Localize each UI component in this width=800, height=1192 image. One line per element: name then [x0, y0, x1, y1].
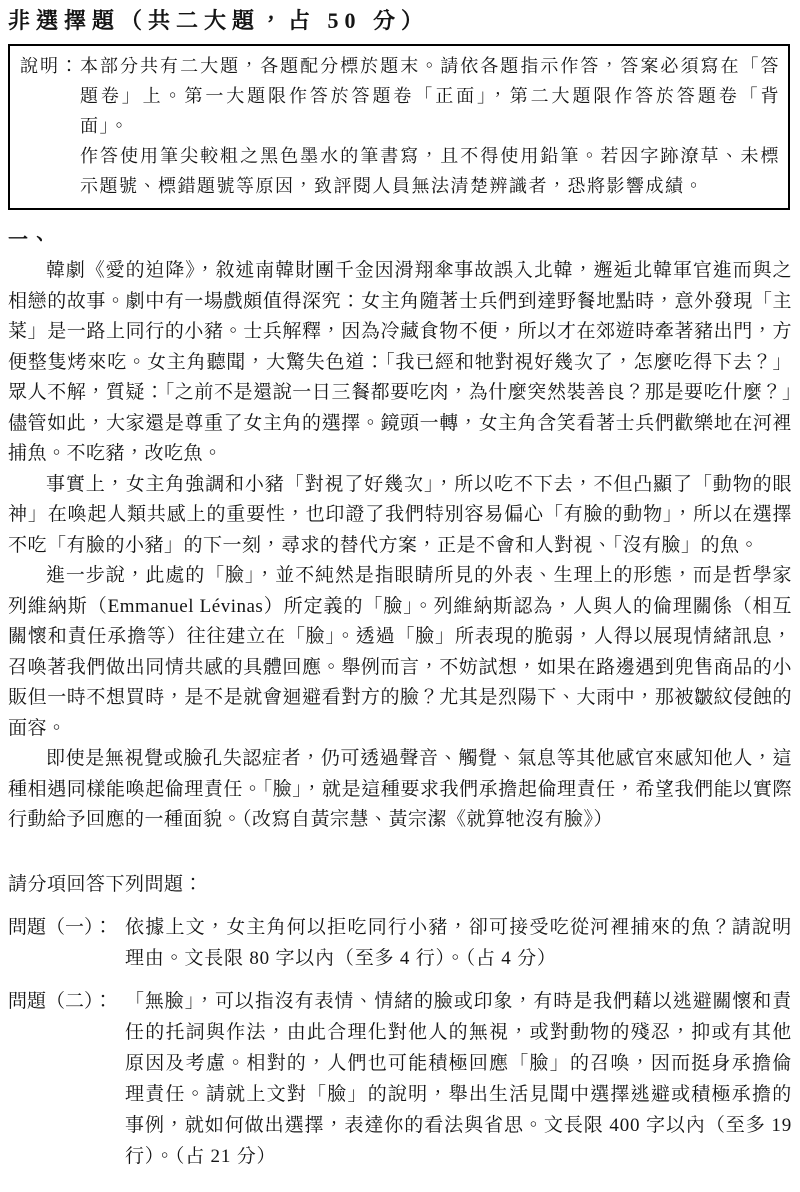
- question-1-label: 問題（一）：: [8, 916, 113, 938]
- question-2-text: 「無臉」，可以指沒有表情、情緒的臉或印象，有時是我們藉以逃避關懷和責任的托詞與作法，由此合理化對他人的無視，或對動物的殘忍，抑或有其他原因及考慮。相對的，人們也可能積極回應「臉」的召喚，因而挺身承擔倫理責任。請就上文對「臉」的說明，舉出生活見聞中選擇逃避或積極承擔的事例，就如何做出選擇，表達你的看法與省思。文長限 400 字以內（至多 19 行）。（占 21 分）: [125, 990, 792, 1167]
- instructions-label: 說明：: [20, 56, 80, 76]
- passage-paragraph-3: 進一步說，此處的「臉」，並不純然是指眼睛所見的外表、生理上的形態，而是哲學家列維納斯（Emmanuel Lévinas）所定義的「臉」。列維納斯認為，人與人的倫理關係（相互關懷和責任承擔等）往往建立在「臉」。透過「臉」所表現的脆弱，人得以展現情緒訊息，召喚著我們做出同情共感的具體回應。舉例而言，不妨試想，如果在路邊遇到兜售商品的小販但一時不想買時，是不是就會迴避看對方的臉？尤其是烈陽下、大雨中，那被皺紋侵蝕的面容。: [8, 565, 792, 739]
- question-2: [8, 986, 792, 1172]
- instructions-paragraph-2: 作答使用筆尖較粗之黑色墨水的筆書寫，且不得使用鉛筆。若因字跡潦草、未標示題號、標錯題號等原因，致評閱人員無法清楚辨識者，恐將影響成績。: [80, 146, 780, 196]
- passage-paragraph-4: 即使是無視覺或臉孔失認症者，仍可透過聲音、觸覺、氣息等其他感官來感知他人，這種相遇同樣能喚起倫理責任。「臉」，就是這種要求我們承擔起倫理責任，希望我們能以實際行動給予回應的一種面貌。（改寫自黃宗慧、黃宗潔《就算牠沒有臉》）: [8, 748, 792, 830]
- reading-passage: [8, 256, 792, 836]
- page-title: 非選擇題（共二大題，占 50 分）: [8, 8, 430, 33]
- question-1: [8, 912, 792, 974]
- passage-paragraph-1: 韓劇《愛的迫降》，敘述南韓財團千金因滑翔傘事故誤入北韓，邂逅北韓軍官進而與之相戀的故事。劇中有一場戲頗值得深究：女主角隨著士兵們到達野餐地點時，意外發現「主菜」是一路上同行的小豬。士兵解釋，因為冷藏食物不便，所以才在郊遊時牽著豬出門，方便整隻烤來吃。女主角聽聞，大驚失色道：「我已經和牠對視好幾次了，怎麼吃得下去？」眾人不解，質疑：「之前不是還說一日三餐都要吃肉，為什麼突然裝善良？那是要吃什麼？」儘管如此，大家還是尊重了女主角的選擇。鏡頭一轉，女主角含笑看著士兵們歡樂地在河裡捕魚。不吃豬，改吃魚。: [8, 260, 792, 464]
- instructions-box: [8, 44, 790, 210]
- instructions-paragraphs: [80, 51, 780, 201]
- instructions-paragraph-1: 本部分共有二大題，各題配分標於題末。請依各題指示作答，答案必須寫在「答題卷」上。第一大題限作答於答題卷「正面」，第二大題限作答於答題卷「背面」。: [80, 56, 780, 136]
- answer-prompt: 請分項回答下列問題：: [8, 873, 204, 895]
- passage-paragraph-2: 事實上，女主角強調和小豬「對視了好幾次」，所以吃不下去，不但凸顯了「動物的眼神」在喚起人類共感上的重要性，也印證了我們特別容易偏心「有臉的動物」，所以在選擇不吃「有臉的小豬」的下一刻，尋求的替代方案，正是不會和人對視、「沒有臉」的魚。: [8, 473, 792, 556]
- question-2-label: 問題（二）：: [8, 990, 113, 1012]
- section-number: 一、: [8, 229, 52, 251]
- question-1-text: 依據上文，女主角何以拒吃同行小豬，卻可接受吃從河裡捕來的魚？請說明理由。文長限 80 字以內（至多 4 行）。（占 4 分）: [125, 916, 792, 969]
- instructions-row: [20, 51, 780, 201]
